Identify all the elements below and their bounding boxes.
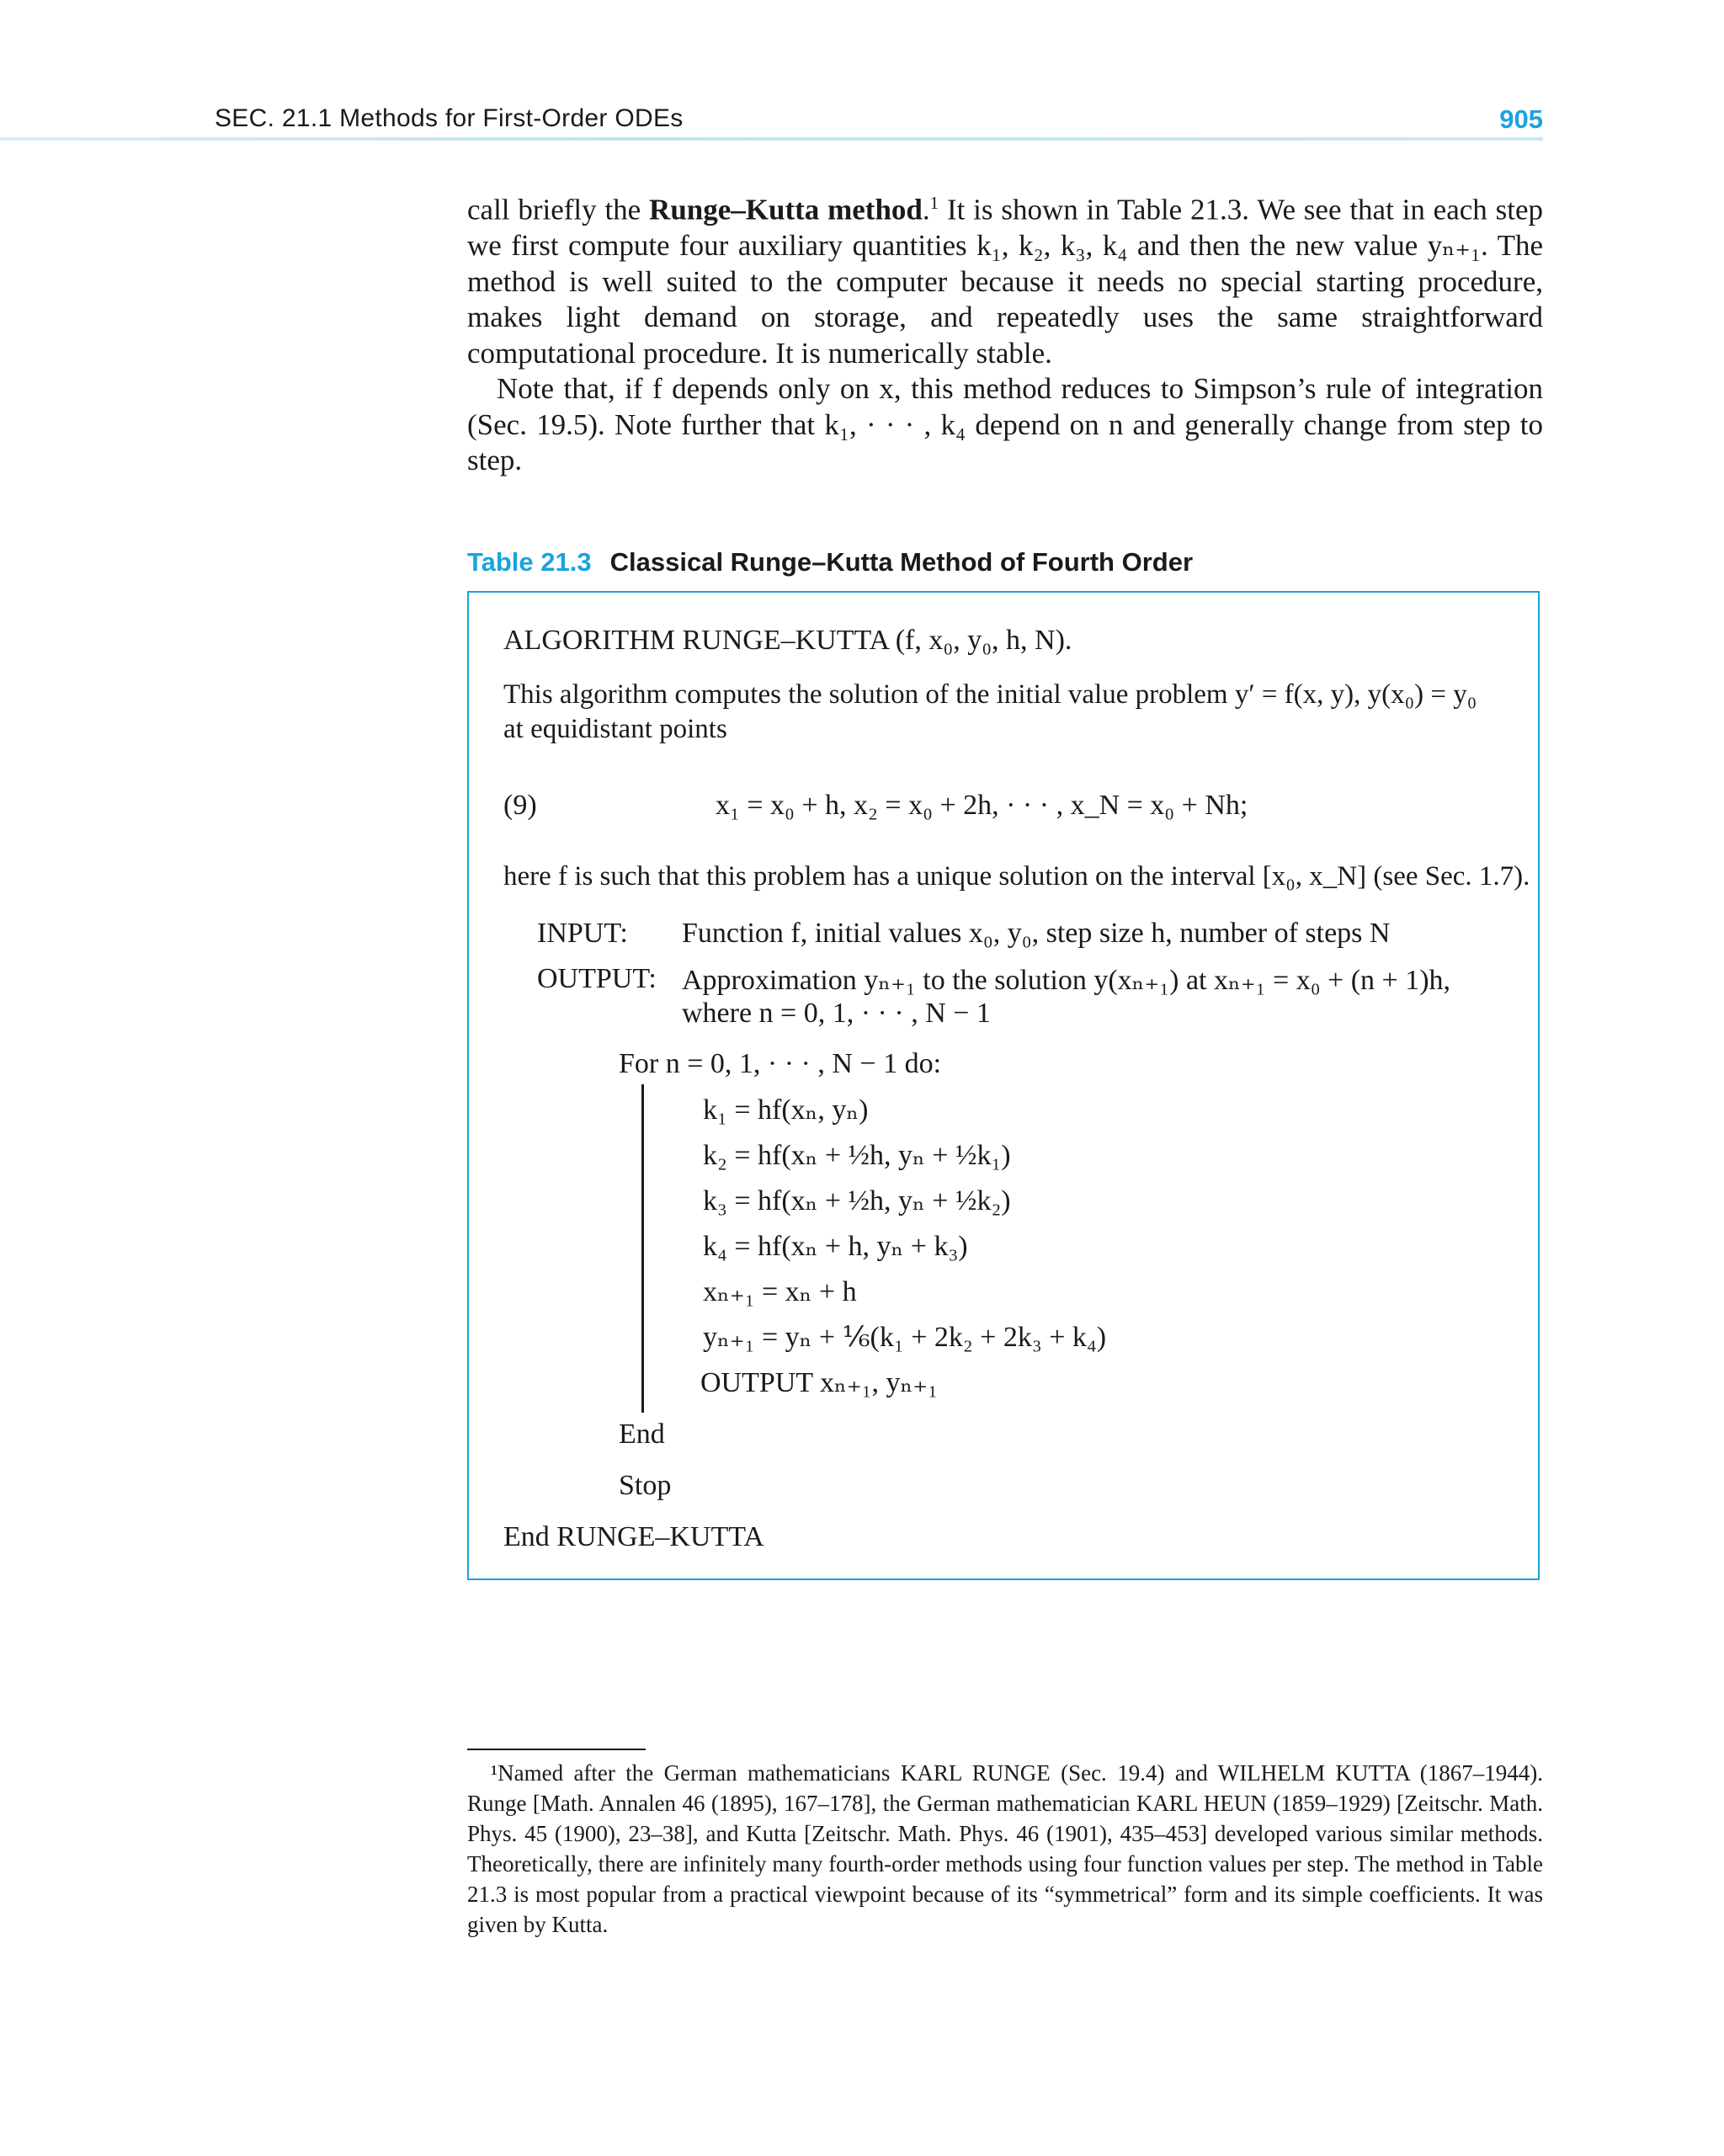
step-k2: k₂ = hf(xₙ + ½h, yₙ + ½k₁) (703, 1140, 1011, 1171)
output-label: OUTPUT: (537, 963, 657, 994)
section-title: SEC. 21.1 Methods for First-Order ODEs (215, 104, 684, 132)
step-y-update: yₙ₊₁ = yₙ + ⅙(k₁ + 2k₂ + 2k₃ + k₄) (703, 1322, 1107, 1353)
page-number: 905 (1499, 104, 1543, 134)
equation-9: x₁ = x₀ + h, x₂ = x₀ + 2h, · · · , x_N = x₀ + Nh; (716, 790, 1248, 821)
page-header (215, 104, 1543, 138)
for-loop-header: For n = 0, 1, · · · , N − 1 do: (619, 1048, 942, 1079)
table-caption (467, 547, 1193, 578)
intro-paragraph-1: call briefly the Runge–Kutta method.$^1$ It is shown in Table 21.3. We see that in each step we first compute four auxiliary quantities k₁, k₂, k₃, k₄ and then the new value yₙ₊₁. The method is well suited to the computer because it needs no special starting procedure, makes light demand on storage, and repeatedly uses the same straightforward computational procedure. It is numerically stable. (467, 193, 1543, 370)
footnote-ref: 1 (929, 193, 939, 213)
step-k3: k₃ = hf(xₙ + ½h, yₙ + ½k₂) (703, 1185, 1011, 1216)
loop-bracket (641, 1084, 644, 1413)
step-k4: k₄ = hf(xₙ + h, yₙ + k₃) (703, 1231, 968, 1262)
stop: Stop (619, 1470, 672, 1501)
footnote (467, 1758, 1543, 1940)
intro-text (467, 185, 1543, 479)
input-label: INPUT: (537, 918, 628, 949)
step-output: OUTPUT xₙ₊₁, yₙ₊₁ (700, 1367, 939, 1398)
here-line: here f is such that this problem has a unique solution on the interval [x₀, x_N] (see Sec. 1.7). (503, 861, 1530, 892)
end-algorithm: End RUNGE–KUTTA (503, 1521, 764, 1552)
input-text: Function f, initial values x₀, y₀, step size h, number of steps N (682, 918, 1391, 949)
end-loop: End (619, 1419, 665, 1450)
table-title: Classical Runge–Kutta Method of Fourth Order (609, 547, 1194, 577)
output-text-2: where n = 0, 1, · · · , N − 1 (682, 998, 991, 1029)
algorithm-desc-1: This algorithm computes the solution of the initial value problem y′ = f(x, y), y(x₀) = y₀ (503, 679, 1477, 710)
method-name: Runge–Kutta method (649, 193, 923, 226)
algorithm-desc-2: at equidistant points (503, 714, 727, 744)
footnote-rule (467, 1749, 646, 1750)
footnote-text: ¹Named after the German mathematicians KARL RUNGE (Sec. 19.4) and WILHELM KUTTA (1867–1944). Runge [Math. Annalen 46 (1895), 167–178], the German mathematician KARL HEUN (1859–1929) [Zeitschr. Math. Phys. 45 (1900), 23–38], and Kutta [Zeitschr. Math. Phys. 46 (1901), 435–453] developed various similar methods. Theoretically, there are infinitely many fourth-order methods using four function values per step. The method in Table 21.3 is most popular from a practical viewpoint because of its “symmetrical” form and its simple coefficients. It was given by Kutta. (467, 1760, 1543, 1937)
step-x-update: xₙ₊₁ = xₙ + h (703, 1276, 857, 1307)
intro-p1-start: call briefly the (467, 193, 650, 226)
intro-p1-rest: It is shown in Table 21.3. We see that in each step we first compute four auxiliary quantities k₁, k₂, k₃, k₄ and then the new value yₙ₊₁. The method is well suited to the computer because it needs no special starting procedure, makes light demand on storage, and repeatedly uses the same straightforward computational procedure. It is numerically stable. (467, 193, 1543, 370)
step-k1: k₁ = hf(xₙ, yₙ) (703, 1094, 869, 1126)
output-text-1: Approximation yₙ₊₁ to the solution y(xₙ₊₁) at xₙ₊₁ = x₀ + (n + 1)h, (682, 965, 1451, 996)
table-number: Table 21.3 (467, 547, 592, 577)
intro-paragraph-2: Note that, if f depends only on x, this method reduces to Simpson’s rule of integration (Sec. 19.5). Note further that k₁, · · · , k₄ depend on n and generally change from step to step. (467, 372, 1543, 477)
equation-label: (9) (503, 790, 537, 821)
algorithm-signature: ALGORITHM RUNGE–KUTTA (f, x₀, y₀, h, N). (503, 625, 1072, 656)
header-rule (0, 137, 1543, 141)
